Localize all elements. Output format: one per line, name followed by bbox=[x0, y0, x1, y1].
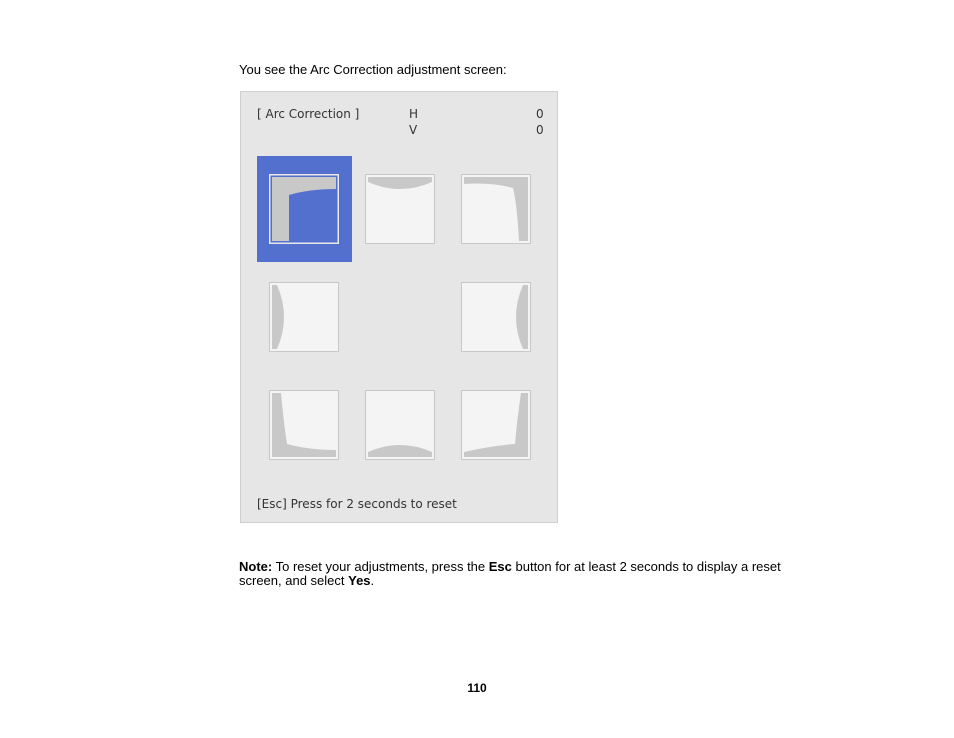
v-value: 0 bbox=[536, 123, 544, 137]
corner-bottom-left-cell[interactable] bbox=[269, 390, 339, 460]
panel-title: [ Arc Correction ] bbox=[257, 107, 360, 121]
edge-top-arc-icon bbox=[365, 174, 435, 244]
v-label: V bbox=[409, 123, 418, 137]
intro-text: You see the Arc Correction adjustment screen: bbox=[239, 62, 507, 77]
corner-bottom-right-cell[interactable] bbox=[461, 390, 531, 460]
note-label: Note: bbox=[239, 559, 273, 574]
corner-top-right-arc-icon bbox=[461, 174, 531, 244]
corner-top-left-cell[interactable] bbox=[269, 174, 339, 244]
edge-bottom-arc-icon bbox=[365, 390, 435, 460]
note-esc: Esc bbox=[488, 559, 512, 574]
h-label: H bbox=[409, 107, 419, 121]
note-text-2: button for at least 2 seconds to display a reset screen, and select bbox=[239, 559, 781, 588]
arc-correction-panel bbox=[240, 91, 558, 523]
edge-top-cell[interactable] bbox=[365, 174, 435, 244]
note-text-1: To reset your adjustments, press the bbox=[272, 559, 489, 574]
note-yes: Yes bbox=[348, 573, 371, 588]
corner-bottom-left-arc-icon bbox=[269, 390, 339, 460]
edge-left-cell[interactable] bbox=[269, 282, 339, 352]
note-text-3: . bbox=[370, 573, 375, 588]
edge-bottom-cell[interactable] bbox=[365, 390, 435, 460]
page-number: 110 bbox=[467, 681, 487, 695]
edge-left-arc-icon bbox=[269, 282, 339, 352]
corner-top-right-cell[interactable] bbox=[461, 174, 531, 244]
h-value: 0 bbox=[536, 107, 544, 121]
edge-right-cell[interactable] bbox=[461, 282, 531, 352]
corner-bottom-right-arc-icon bbox=[461, 390, 531, 460]
note-paragraph bbox=[239, 560, 799, 588]
edge-right-arc-icon bbox=[461, 282, 531, 352]
corner-top-left-arc-icon bbox=[269, 174, 339, 244]
reset-hint: [Esc] Press for 2 seconds to reset bbox=[257, 497, 457, 511]
